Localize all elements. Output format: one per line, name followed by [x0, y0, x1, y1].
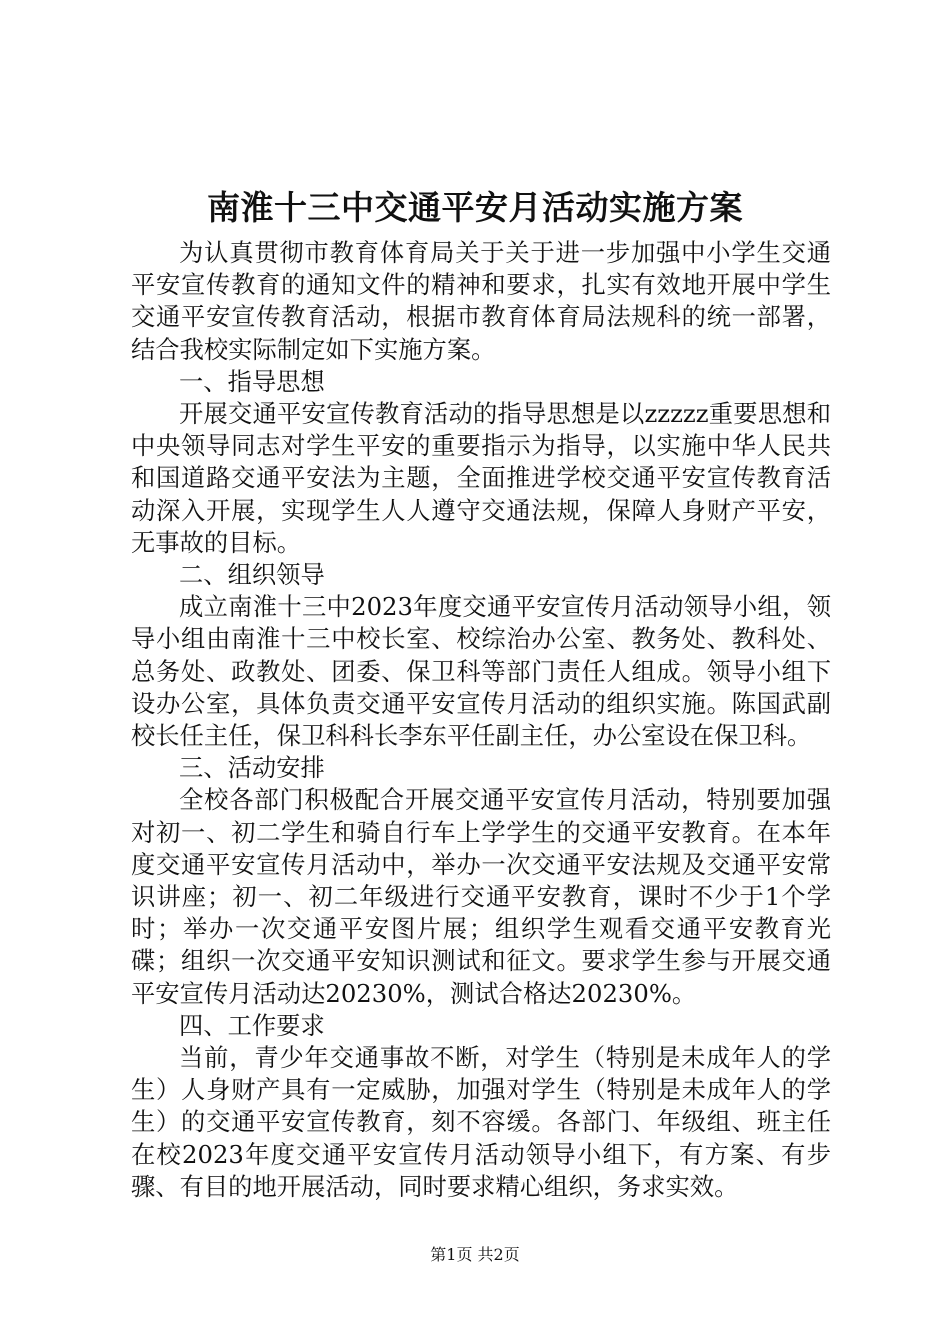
section-heading-requirements: 四、工作要求	[179, 1010, 325, 1040]
page-number-footer: 第1页 共2页	[430, 1245, 520, 1264]
section-text-guiding-thought: 开展交通平安宣传教育活动的指导思想是以zzzzz重要思想和中央领导同志对学生平安的重要指示为指导，以实施中华人民共和国道路交通平安法为主题，全面推进学校交通平安宣传教育活动深入开展，实现学生人人遵守交通法规，保障人身财产平安，无事故的目标。	[131, 399, 831, 557]
document-title: 南淮十三中交通平安月活动实施方案	[207, 188, 743, 227]
section-text-requirements: 当前，青少年交通事故不断，对学生（特别是未成年人的学生）人身财产具有一定威胁，加强对学生（特别是未成年人的学生）的交通平安宣传教育，刻不容缓。各部门、年级组、班主任在校2023年度交通平安宣传月活动领导小组下，有方案、有步骤、有目的地开展活动，同时要求精心组织，务求实效。	[131, 1043, 831, 1201]
section-heading-guiding-thought: 一、指导思想	[179, 366, 325, 396]
document-body	[131, 237, 831, 1203]
intro-paragraph: 为认真贯彻市教育体育局关于关于进一步加强中小学生交通平安宣传教育的通知文件的精神和要求，扎实有效地开展中学生交通平安宣传教育活动，根据市教育体育局法规科的统一部署，结合我校实际制定如下实施方案。	[131, 238, 831, 364]
section-heading-activities: 三、活动安排	[179, 753, 325, 783]
section-text-organization: 成立南淮十三中2023年度交通平安宣传月活动领导小组，领导小组由南淮十三中校长室、校综治办公室、教务处、教科处、总务处、政教处、团委、保卫科等部门责任人组成。领导小组下设办公室，具体负责交通平安宣传月活动的组织实施。陈国武副校长任主任，保卫科科长李东平任副主任，办公室设在保卫科。	[131, 592, 831, 751]
section-text-activities: 全校各部门积极配合开展交通平安宣传月活动，特别要加强对初一、初二学生和骑自行车上学学生的交通平安教育。在本年度交通平安宣传月活动中，举办一次交通平安法规及交通平安常识讲座；初一、初二年级进行交通平安教育，课时不少于1个学时；举办一次交通平安图片展；组织学生观看交通平安教育光碟；组织一次交通平安知识测试和征文。要求学生参与开展交通平安宣传月活动达20230%，测试合格达20230%。	[131, 785, 831, 1008]
section-heading-organization: 二、组织领导	[179, 560, 325, 590]
